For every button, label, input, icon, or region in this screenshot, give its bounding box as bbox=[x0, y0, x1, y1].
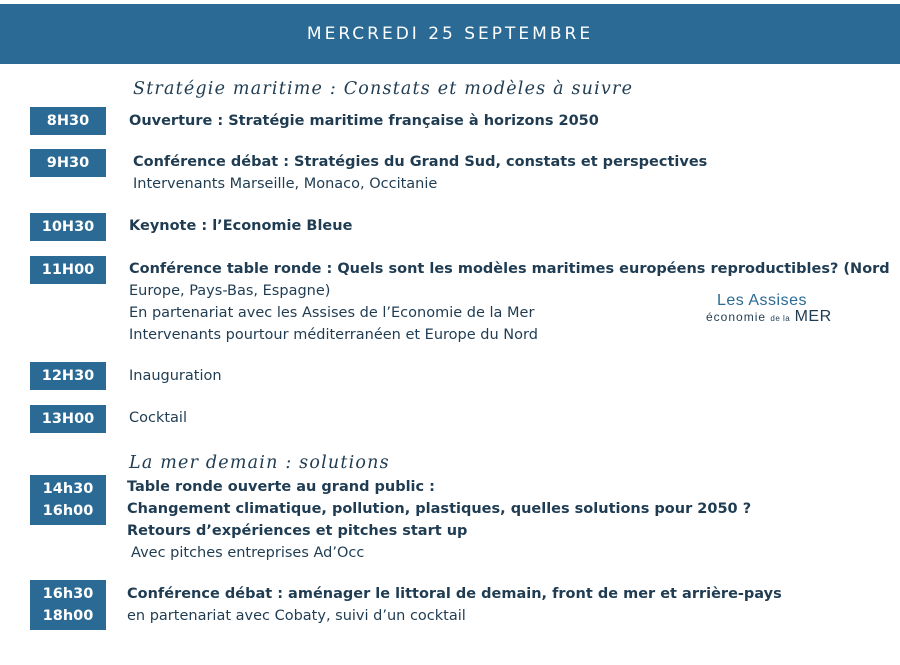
item-title: Retours d’expériences et pitches start up bbox=[127, 523, 468, 539]
item-title: Keynote : l’Economie Bleue bbox=[129, 218, 353, 234]
item-detail: Avec pitches entreprises Ad’Occ bbox=[131, 545, 365, 561]
item-title: Ouverture : Stratégie maritime française à horizons 2050 bbox=[129, 113, 599, 129]
time-end: 18h00 bbox=[42, 608, 94, 624]
time-label: 10H30 bbox=[41, 219, 95, 235]
section-title-solutions: La mer demain : solutions bbox=[129, 453, 390, 473]
logo-line1: Les Assises bbox=[717, 292, 807, 309]
time-badge bbox=[30, 107, 106, 135]
item-title: Conférence table ronde : Quels sont les modèles maritimes européens reproductibles? (Nord bbox=[129, 261, 890, 277]
assises-logo bbox=[706, 292, 866, 326]
time-badge bbox=[30, 256, 106, 284]
item-title: Cocktail bbox=[129, 410, 187, 426]
time-badge bbox=[30, 362, 106, 390]
time-badge bbox=[30, 405, 106, 433]
item-title: Table ronde ouverte au grand public : bbox=[127, 479, 435, 495]
time-badge bbox=[30, 213, 106, 241]
time-label: 8H30 bbox=[46, 113, 90, 129]
time-start: 16h30 bbox=[42, 586, 94, 602]
time-label: 9H30 bbox=[46, 155, 90, 171]
item-detail: En partenariat avec les Assises de l’Economie de la Mer bbox=[129, 305, 535, 321]
item-title: Changement climatique, pollution, plastiques, quelles solutions pour 2050 ? bbox=[127, 501, 752, 517]
schedule-item bbox=[127, 476, 751, 564]
item-title: Conférence débat : aménager le littoral de demain, front de mer et arrière-pays bbox=[127, 586, 782, 602]
time-badge bbox=[30, 580, 106, 630]
item-title: Inauguration bbox=[129, 368, 222, 384]
schedule-item bbox=[133, 151, 707, 195]
day-title: MERCREDI 25 SEPTEMBRE bbox=[306, 24, 594, 44]
item-detail: Intervenants pourtour méditerranéen et Europe du Nord bbox=[129, 327, 538, 343]
logo-line2: économie de la MER bbox=[706, 308, 832, 325]
time-end: 16h00 bbox=[42, 503, 94, 519]
item-detail: en partenariat avec Cobaty, suivi d’un cocktail bbox=[127, 608, 466, 624]
schedule-item bbox=[129, 407, 187, 429]
section-title-strategy: Stratégie maritime : Constats et modèles à suivre bbox=[133, 79, 634, 99]
schedule-item bbox=[129, 215, 352, 237]
schedule-item bbox=[129, 110, 599, 132]
day-header bbox=[0, 4, 900, 64]
schedule-item bbox=[127, 583, 782, 627]
time-label: 13H00 bbox=[41, 411, 95, 427]
item-detail: Europe, Pays-Bas, Espagne) bbox=[129, 283, 331, 299]
time-badge bbox=[30, 149, 106, 177]
time-badge bbox=[30, 475, 106, 525]
schedule-item bbox=[129, 365, 222, 387]
time-start: 14h30 bbox=[42, 481, 94, 497]
item-title: Conférence débat : Stratégies du Grand Sud, constats et perspectives bbox=[133, 154, 708, 170]
item-detail: Intervenants Marseille, Monaco, Occitanie bbox=[133, 176, 438, 192]
time-label: 11H00 bbox=[41, 262, 95, 278]
time-label: 12H30 bbox=[41, 368, 95, 384]
